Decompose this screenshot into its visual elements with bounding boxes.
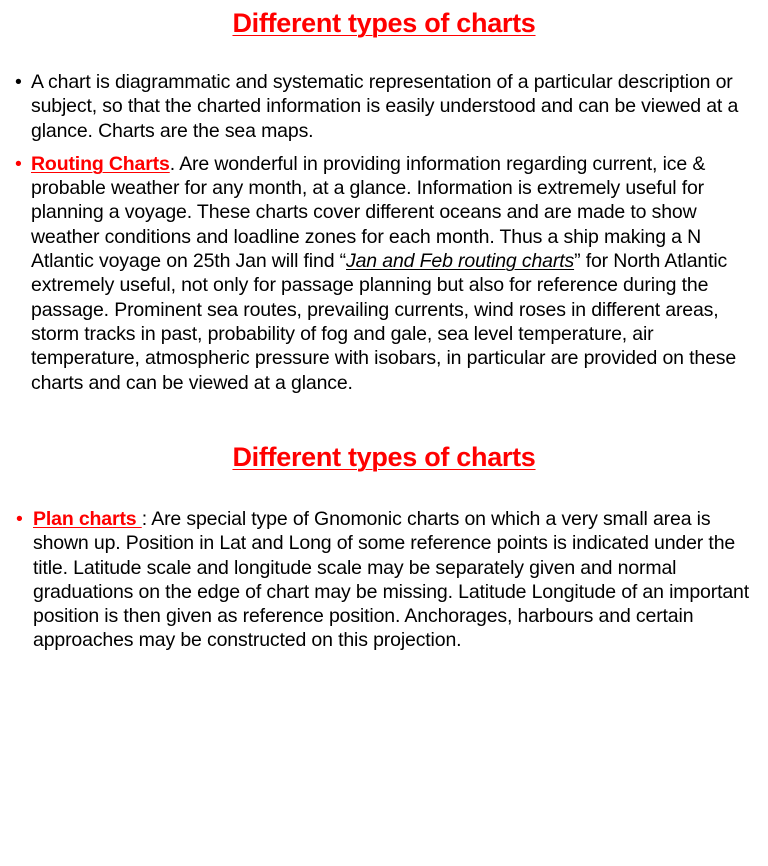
bullet-dot-icon: • bbox=[15, 152, 22, 175]
slide-1 bbox=[0, 0, 768, 395]
slide-1-title-wrap bbox=[0, 0, 768, 66]
slide-2-bullet-plan-charts bbox=[0, 507, 768, 653]
slide-1-bullet-chart-definition bbox=[0, 70, 768, 143]
slide-2-bullet-list bbox=[0, 507, 768, 653]
plan-charts-text: : Are special type of Gnomonic charts on which a very small area is shown up. Position in Lat and Long of some reference points is indicated under the title. Latitude scale and longitude scale may be separately given and normal graduations on the edge of chart may be missing. Latitude Longitude of an important position is then given as reference position. Anchorages, harbours and certain approaches may be constructed on this projection. bbox=[33, 508, 750, 652]
routing-charts-text-after: ” for North Atlantic extremely useful, not only for passage planning but also for reference during the passage. Prominent sea routes, prevailing currents, wind roses in different areas, storm tracks in past, probability of fog and gale, sea level temperature, air temperature, atmospheric pressure with isobars, in particular are provided on these charts and can be viewed at a glance. bbox=[31, 250, 737, 394]
chart-definition-text: A chart is diagrammatic and systematic representation of a particular description or subject, so that the charted information is easily understood and can be viewed at a glance. Charts are the sea maps. bbox=[31, 71, 739, 142]
plan-charts-term: Plan charts bbox=[33, 508, 142, 530]
routing-charts-reference: Jan and Feb routing charts bbox=[346, 250, 575, 273]
slide-2-title: Different types of charts bbox=[232, 442, 536, 472]
slide-1-title: Different types of charts bbox=[232, 8, 536, 38]
bullet-dot-icon: • bbox=[16, 508, 23, 530]
slide-2-title-wrap bbox=[0, 434, 768, 500]
routing-charts-text-before: . Are wonderful in providing information regarding current, ice & probable weather for any month, at a glance. Information is extremely useful for planning a voyage. These charts cover different oceans and are made to show weather conditions and loadline zones for each month. Thus a ship making a N Atlantic voyage on 25th Jan will find “ bbox=[31, 152, 706, 273]
routing-charts-term: Routing Charts bbox=[31, 152, 170, 175]
slide-1-bullet-routing-charts bbox=[0, 152, 768, 395]
slide-2 bbox=[0, 434, 768, 653]
bullet-dot-icon: • bbox=[15, 71, 22, 93]
slide-1-bullet-list bbox=[0, 70, 768, 395]
